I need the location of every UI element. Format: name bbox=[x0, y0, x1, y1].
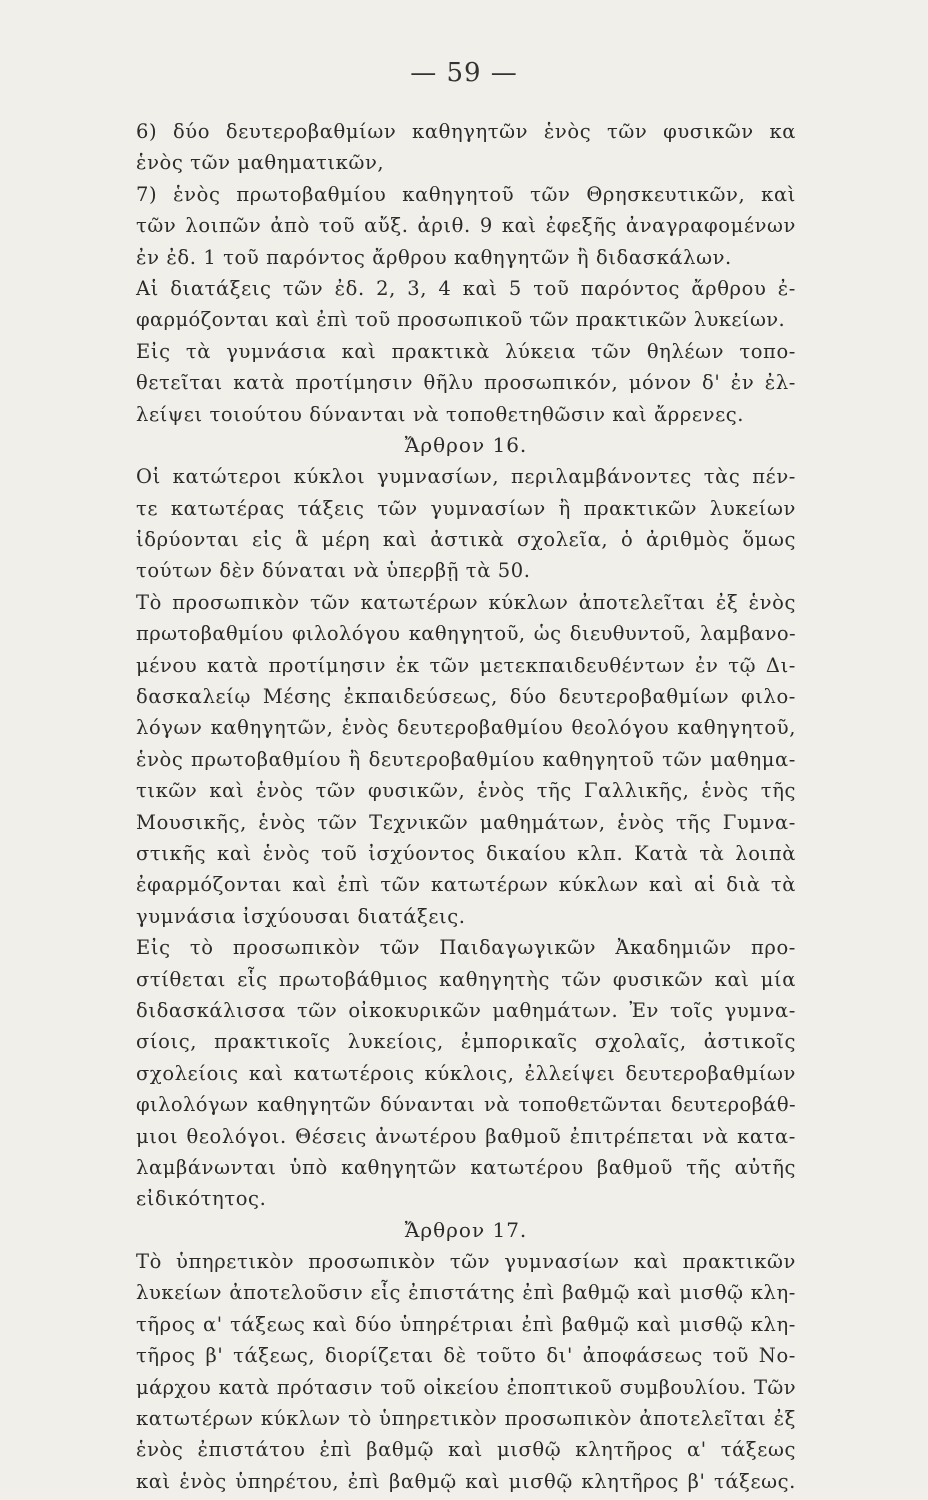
text-line: τῆρος β' τάξεως, διορίζεται δὲ τοῦτο δι' ἀποφάσεως τοῦ Νο- bbox=[136, 1344, 796, 1368]
text-line: μένου κατὰ προτίμησιν ἐκ τῶν μετεκπαιδευθέντων ἐν τῷ Δι- bbox=[136, 653, 796, 677]
text-line: ἑνὸς ἐπιστάτου ἐπὶ βαθμῷ καὶ μισθῷ κλητῆρος α' τάξεως bbox=[136, 1438, 796, 1462]
text-line: ἑνὸς τῶν μαθηματικῶν, bbox=[136, 151, 385, 175]
page-number: — 59 — bbox=[410, 58, 518, 88]
text-line: κατωτέρων κύκλων τὸ ὑπηρετικὸν προσωπικὸν ἀποτελεῖται ἐξ bbox=[136, 1407, 796, 1431]
text-line: λείψει τοιούτου δύνανται νὰ τοποθετηθῶσιν καὶ ἄρρενες. bbox=[136, 402, 745, 426]
body-text bbox=[136, 116, 796, 1497]
text-line: Εἰς τὸ προσωπικὸν τῶν Παιδαγωγικῶν Ἀκαδημιῶν προ- bbox=[136, 936, 796, 960]
article-heading: Ἄρθρον 17. bbox=[404, 1217, 528, 1242]
text-line: Τὸ προσωπικὸν τῶν κατωτέρων κύκλων ἀποτελεῖται ἐξ ἑνὸς bbox=[136, 590, 796, 614]
text-line: διδασκάλισσα τῶν οἰκοκυρικῶν μαθημάτων. Ἐν τοῖς γυμνα- bbox=[136, 998, 796, 1022]
text-line: Αἱ διατάξεις τῶν ἐδ. 2, 3, 4 καὶ 5 τοῦ παρόντος ἄρθρου ἐ- bbox=[136, 276, 796, 300]
text-line: τικῶν καὶ ἑνὸς τῶν φυσικῶν, ἑνὸς τῆς Γαλλικῆς, ἑνὸς τῆς bbox=[136, 779, 796, 803]
text-line: ἐν ἐδ. 1 τοῦ παρόντος ἄρθρου καθηγητῶν ἢ διδασκάλων. bbox=[136, 245, 732, 269]
text-line: λαμβάνωνται ὑπὸ καθηγητῶν κατωτέρου βαθμοῦ τῆς αὐτῆς bbox=[136, 1155, 796, 1179]
text-line: λυκείων ἀποτελοῦσιν εἷς ἐπιστάτης ἐπὶ βαθμῷ καὶ μισθῷ κλη- bbox=[136, 1281, 796, 1305]
text-line: Εἰς τὰ γυμνάσια καὶ πρακτικὰ λύκεια τῶν θηλέων τοπο- bbox=[136, 339, 796, 363]
text-line: σχολείοις καὶ κατωτέροις κύκλοις, ἐλλείψει δευτεροβαθμίων bbox=[136, 1061, 796, 1085]
text-line: ἑνὸς πρωτοβαθμίου ἢ δευτεροβαθμίου καθηγητοῦ τῶν μαθημα- bbox=[136, 747, 796, 771]
text-line: καὶ ἑνὸς ὑπηρέτου, ἐπὶ βαθμῷ καὶ μισθῷ κλητῆρος β' τάξεως. bbox=[136, 1469, 796, 1493]
text-line: λόγων καθηγητῶν, ἑνὸς δευτεροβαθμίου θεολόγου καθηγητοῦ, bbox=[136, 716, 796, 740]
text-line: 7) ἑνὸς πρωτοβαθμίου καθηγητοῦ τῶν Θρησκευτικῶν, καὶ bbox=[136, 182, 796, 206]
text-line: ἐφαρμόζονται καὶ ἐπὶ τῶν κατωτέρων κύκλων καὶ αἱ διὰ τὰ bbox=[136, 873, 796, 897]
text-line: τῆρος α' τάξεως καὶ δύο ὑπηρέτριαι ἐπὶ βαθμῷ καὶ μισθῷ κλη- bbox=[136, 1312, 796, 1336]
text-line: μάρχου κατὰ πρότασιν τοῦ οἰκείου ἐποπτικοῦ συμβουλίου. Τῶν bbox=[136, 1375, 796, 1399]
text-line: ἱδρύονται εἰς ἃ μέρη καὶ ἀστικὰ σχολεῖα, ὁ ἀριθμὸς ὅμως bbox=[136, 528, 796, 552]
text-line: φιλολόγων καθηγητῶν δύνανται νὰ τοποθετῶνται δευτεροβάθ- bbox=[136, 1093, 796, 1117]
text-line: στικῆς καὶ ἑνὸς τοῦ ἰσχύοντος δικαίου κλπ. Κατὰ τὰ λοιπὰ bbox=[136, 841, 796, 865]
text-line: εἰδικότητος. bbox=[136, 1187, 267, 1211]
text-line: πρωτοβαθμίου φιλολόγου καθηγητοῦ, ὡς διευθυντοῦ, λαμβανο- bbox=[136, 622, 796, 646]
text-line: δασκαλείῳ Μέσης ἐκπαιδεύσεως, δύο δευτεροβαθμίων φιλο- bbox=[136, 685, 796, 709]
text-line: στίθεται εἷς πρωτοβάθμιος καθηγητὴς τῶν φυσικῶν καὶ μία bbox=[136, 967, 796, 991]
text-line: γυμνάσια ἰσχύουσαι διατάξεις. bbox=[136, 904, 466, 928]
text-line: τούτων δὲν δύναται νὰ ὑπερβῇ τὰ 50. bbox=[136, 559, 531, 583]
text-line: φαρμόζονται καὶ ἐπὶ τοῦ προσωπικοῦ τῶν πρακτικῶν λυκείων. bbox=[136, 308, 786, 332]
text-line: Τὸ ὑπηρετικὸν προσωπικὸν τῶν γυμνασίων καὶ πρακτικῶν bbox=[136, 1250, 796, 1274]
text-line: θετεῖται κατὰ προτίμησιν θῆλυ προσωπικόν, μόνον δ' ἐν ἐλ- bbox=[136, 371, 796, 395]
text-line: τε κατωτέρας τάξεις τῶν γυμνασίων ἢ πρακτικῶν λυκείων bbox=[136, 496, 796, 520]
text-line: τῶν λοιπῶν ἀπὸ τοῦ αὔξ. ἀριθ. 9 καὶ ἐφεξῆς ἀναγραφομένων bbox=[136, 214, 796, 238]
text-line: σίοις, πρακτικοῖς λυκείοις, ἐμπορικαῖς σχολαῖς, ἀστικοῖς bbox=[136, 1030, 796, 1054]
text-line: 6) δύο δευτεροβαθμίων καθηγητῶν ἑνὸς τῶν φυσικῶν κα bbox=[136, 120, 796, 143]
text-line: μιοι θεολόγοι. Θέσεις ἀνωτέρου βαθμοῦ ἐπιτρέπεται νὰ κατα- bbox=[136, 1124, 796, 1148]
article-heading: Ἄρθρον 16. bbox=[404, 432, 528, 457]
text-line: Μουσικῆς, ἑνὸς τῶν Τεχνικῶν μαθημάτων, ἑνὸς τῆς Γυμνα- bbox=[136, 810, 796, 834]
text-line: Οἱ κατώτεροι κύκλοι γυμνασίων, περιλαμβάνοντες τὰς πέν- bbox=[136, 465, 796, 489]
